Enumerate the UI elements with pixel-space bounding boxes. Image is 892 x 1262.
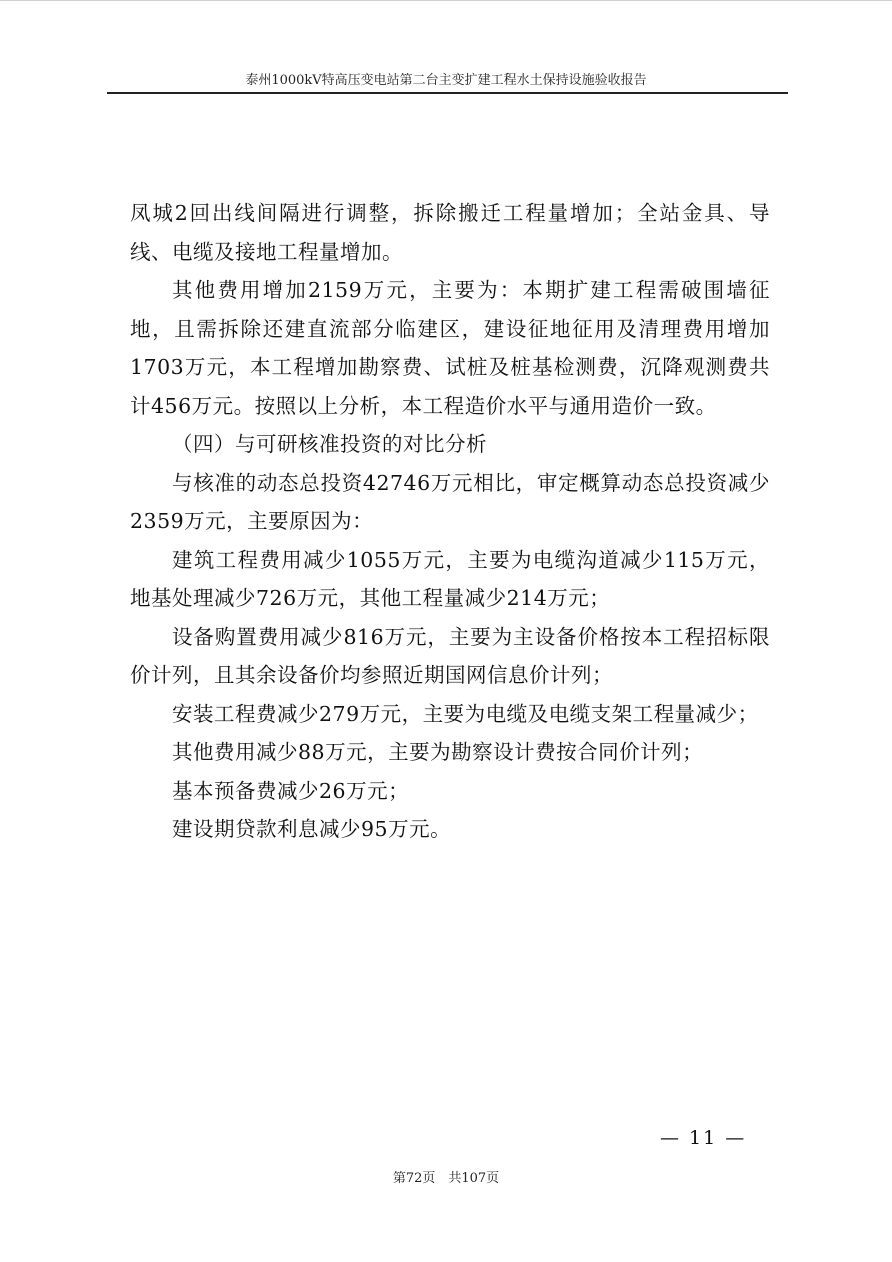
page-count: 第72页 共107页 <box>392 1171 500 1186</box>
page-number: — 11 — <box>660 1127 747 1149</box>
paragraph-continuation: 凤城2回出线间隔进行调整，拆除搬迁工程量增加；全站金具、导线、电缆及接地工程量增加。 <box>130 201 770 264</box>
running-header-title: 泰州1000kV特高压变电站第二台主变扩建工程水土保持设施验收报告 <box>245 73 647 88</box>
document-body <box>130 194 770 849</box>
top-border-line <box>0 0 892 1</box>
paragraph-other-cost-decrease: 其他费用减少88万元，主要为勘察设计费按合同价计列； <box>172 740 704 764</box>
header-rule <box>107 92 788 94</box>
paragraph-loan-interest: 建设期贷款利息减少95万元。 <box>172 817 452 841</box>
paragraph-construction-cost: 建筑工程费用减少1055万元，主要为电缆沟道减少115万元，地基处理减少726万元，其他工程量减少214万元； <box>130 547 770 610</box>
paragraph-other-costs-increase: 其他费用增加2159万元，主要为：本期扩建工程需破围墙征地，且需拆除还建直流部分临建区，建设征地征用及清理费用增加1703万元，本工程增加勘察费、试桩及桩基检测费，沉降观测费共计456万元。按照以上分析，本工程造价水平与通用造价一致。 <box>130 278 770 418</box>
paragraph-equipment-cost: 设备购置费用减少816万元，主要为主设备价格按本工程招标限价计列，且其余设备价均参照近期国网信息价计列； <box>130 624 770 687</box>
paragraph-installation-cost: 安装工程费减少279万元，主要为电缆及电缆支架工程量减少； <box>172 701 759 726</box>
section-heading-investment-comparison: （四）与可研核准投资的对比分析 <box>172 432 487 456</box>
paragraph-approved-investment: 与核准的动态总投资42746万元相比，审定概算动态总投资减少2359万元，主要原因为： <box>130 470 770 533</box>
paragraph-contingency: 基本预备费减少26万元； <box>172 778 410 803</box>
